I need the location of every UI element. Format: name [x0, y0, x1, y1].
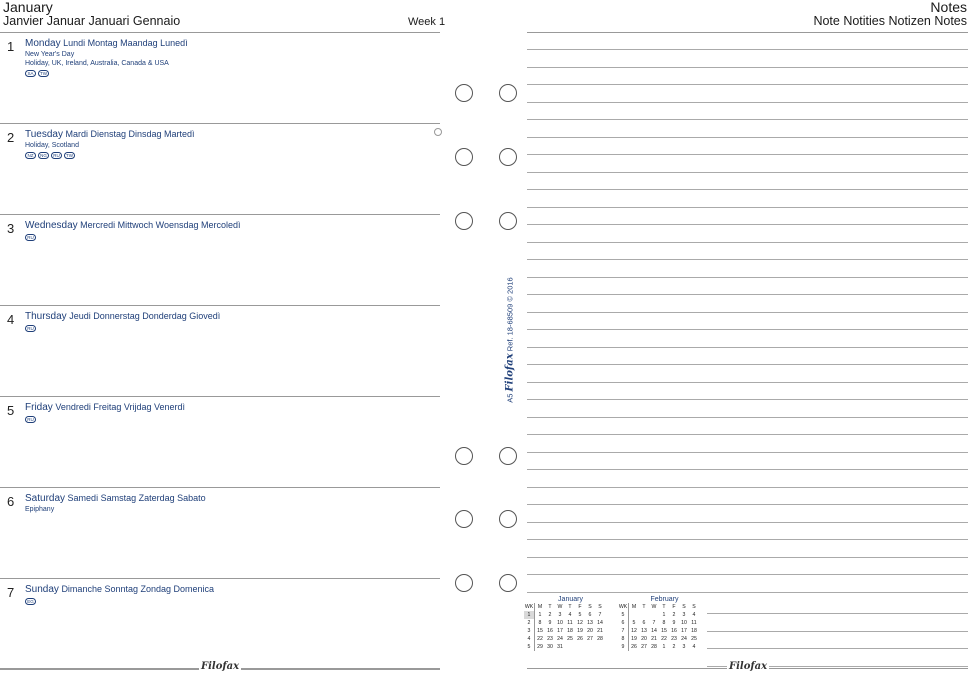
day-name: [25, 402, 185, 413]
notes-line[interactable]: [527, 399, 968, 400]
mini-calendar-header: T: [642, 604, 646, 610]
mini-calendar-title: February: [650, 596, 679, 603]
notes-line[interactable]: [527, 347, 968, 348]
mini-calendar-header: S: [588, 604, 592, 610]
day-name-translations: Samedi Samstag Zaterdag Sabato: [67, 493, 206, 503]
mini-calendar-day: 2: [672, 612, 676, 618]
country-badges: [25, 152, 75, 159]
day-name: [25, 584, 214, 595]
mini-calendar-day: 28: [651, 644, 657, 650]
mini-calendar-day: 25: [567, 636, 573, 642]
holiday-text: Holiday, Scotland: [25, 142, 79, 149]
mini-calendar-day: 14: [651, 628, 657, 634]
mini-calendar-day: 20: [641, 636, 647, 642]
mini-calendar-day: 14: [597, 620, 603, 626]
mini-calendar-day: [639, 611, 649, 619]
holiday-text: Epiphany: [25, 506, 55, 513]
day-number: 6: [7, 494, 15, 509]
mini-calendar-day: 3: [558, 612, 562, 618]
mini-calendar-header: M: [537, 604, 543, 610]
mini-calendar-january: [524, 596, 605, 651]
notes-line[interactable]: [707, 631, 968, 632]
mini-calendar-day: 4: [692, 644, 696, 650]
day-name-english: Monday: [25, 38, 61, 49]
day-name-english: Wednesday: [25, 220, 78, 231]
mini-calendar-header: W: [651, 604, 657, 610]
week-number: 7: [618, 627, 629, 635]
week-number: 2: [524, 619, 535, 627]
day-name: [25, 311, 220, 322]
mini-calendar-title: January: [558, 596, 583, 603]
country-badges: [25, 234, 36, 241]
moon-phase-icon: [434, 128, 442, 136]
notes-line[interactable]: [527, 382, 968, 383]
day-name-translations: Lundi Montag Maandag Lunedì: [63, 38, 188, 48]
week-number: 1: [524, 611, 535, 619]
mini-calendar-day: 19: [631, 636, 637, 642]
binder-hole-icon: [455, 148, 473, 166]
week-number: 9: [618, 643, 629, 651]
mini-calendar-day: [575, 643, 585, 651]
mini-calendar-day: 2: [672, 644, 676, 650]
country-badges: [25, 416, 36, 423]
mini-calendar-header: S: [692, 604, 696, 610]
mini-calendar-header: T: [548, 604, 552, 610]
country-badges: [25, 70, 49, 77]
country-badge: RU: [25, 325, 36, 332]
mini-calendar-day: 5: [632, 620, 636, 626]
mini-calendar-day: 18: [567, 628, 573, 634]
mini-calendar-day: 11: [567, 620, 573, 626]
day-number: 5: [7, 403, 15, 418]
binder-hole-icon: [499, 212, 517, 230]
mini-calendar-day: 1: [662, 612, 666, 618]
day-name-translations: Mercredi Mittwoch Woensdag Mercoledì: [80, 220, 241, 230]
country-badge: RU: [25, 234, 36, 241]
notes-line[interactable]: [527, 504, 968, 505]
mini-calendar-header: M: [631, 604, 637, 610]
notes-line[interactable]: [527, 452, 968, 453]
notes-line[interactable]: [707, 613, 968, 614]
mini-calendar-header: WK: [524, 604, 534, 610]
notes-line[interactable]: [527, 172, 968, 173]
notes-languages: Note Notities Notizen Notes: [813, 14, 967, 28]
week-label: Week 1: [408, 16, 446, 28]
mini-calendar-day: 19: [577, 628, 583, 634]
day-name: [25, 38, 188, 49]
holiday-text: Holiday, UK, Ireland, Australia, Canada & USA: [25, 60, 169, 67]
notes-line[interactable]: [527, 277, 968, 278]
country-badge: RU: [25, 416, 36, 423]
country-badge: NZ: [25, 152, 36, 159]
day-name-english: Friday: [25, 402, 53, 413]
notes-line[interactable]: [527, 154, 968, 155]
day-name-translations: Vendredi Freitag Vrijdag Venerdì: [55, 402, 186, 412]
binder-hole-icon: [499, 148, 517, 166]
mini-calendar-day: 12: [577, 620, 583, 626]
mini-calendar-day: 8: [662, 620, 666, 626]
notes-line[interactable]: [527, 312, 968, 313]
mini-calendar-day: 26: [631, 644, 637, 650]
notes-line[interactable]: [527, 102, 968, 103]
day-number: 2: [7, 130, 15, 145]
notes-line[interactable]: [527, 557, 968, 558]
day-name-english: Thursday: [25, 311, 67, 322]
day-entry[interactable]: [0, 488, 440, 579]
mini-calendar-day: 13: [587, 620, 593, 626]
mini-calendar-day: 5: [578, 612, 582, 618]
mini-calendar-day: 6: [588, 612, 592, 618]
notes-line[interactable]: [527, 259, 968, 260]
week-number: 4: [524, 635, 535, 643]
month-title: January: [3, 0, 53, 15]
mini-calendar-day: 6: [642, 620, 646, 626]
day-name: [25, 129, 195, 140]
country-badge: RU: [51, 152, 62, 159]
mini-calendar-day: [629, 611, 640, 619]
mini-calendar-header: WK: [618, 604, 628, 610]
day-name-english: Saturday: [25, 493, 66, 504]
day-name: [25, 493, 206, 504]
mini-calendar-day: [565, 643, 575, 651]
notes-line[interactable]: [707, 648, 968, 649]
mini-calendar-day: 17: [557, 628, 563, 634]
week-number: 8: [618, 635, 629, 643]
mini-calendar-day: 11: [691, 620, 697, 626]
country-badges: [25, 325, 36, 332]
notes-line[interactable]: [527, 539, 968, 540]
holiday-text: New Year's Day: [25, 51, 75, 58]
mini-calendar-day: 24: [557, 636, 563, 642]
spine-imprint: [505, 277, 516, 402]
notes-line[interactable]: [527, 67, 968, 68]
country-badge: TW: [66, 153, 73, 158]
mini-calendar-header: W: [557, 604, 563, 610]
notes-line[interactable]: [527, 294, 968, 295]
day-entry[interactable]: [0, 215, 440, 306]
week-number: 5: [618, 611, 629, 619]
mini-calendar-day: 3: [682, 644, 686, 650]
mini-calendar-day: 15: [537, 628, 543, 634]
mini-calendar-day: 16: [547, 628, 553, 634]
country-badge: NG: [38, 152, 49, 159]
day-number: 7: [7, 585, 15, 600]
day-name-translations: Jeudi Donnerstag Donderdag Giovedì: [69, 311, 221, 321]
week-number: 6: [618, 619, 629, 627]
week-number: 5: [524, 643, 535, 651]
mini-calendar-grid: [524, 603, 605, 651]
mini-calendar-day: 7: [598, 612, 602, 618]
notes-line[interactable]: [527, 189, 968, 190]
spine-size: A5: [505, 393, 515, 403]
notes-line[interactable]: [527, 522, 968, 523]
notes-line[interactable]: [527, 592, 968, 593]
mini-calendar-header: S: [598, 604, 602, 610]
spine-brand: Filofax: [504, 353, 516, 392]
day-name-translations: Mardi Dienstag Dinsdag Martedì: [65, 129, 195, 139]
binder-hole-icon: [455, 574, 473, 592]
mini-calendar-day: 23: [671, 636, 677, 642]
notes-line[interactable]: [527, 487, 968, 488]
filofax-logo-right: Filofax: [729, 661, 768, 672]
mini-calendar-day: 1: [538, 612, 542, 618]
mini-calendar-february: [618, 596, 699, 651]
notes-title: Notes: [930, 0, 967, 15]
mini-calendar-day: 23: [547, 636, 553, 642]
filofax-logo-left: Filofax: [201, 661, 240, 672]
mini-calendar-day: 22: [661, 636, 667, 642]
notes-line[interactable]: [527, 364, 968, 365]
mini-calendar-grid: [618, 603, 699, 651]
binder-hole-icon: [455, 84, 473, 102]
country-badges: [25, 598, 36, 605]
binder-hole-icon: [455, 510, 473, 528]
day-name-translations: Dimanche Sonntag Zondag Domenica: [61, 584, 215, 594]
notes-line[interactable]: [527, 224, 968, 225]
mini-calendar-day: [649, 611, 659, 619]
binder-hole-icon: [499, 510, 517, 528]
mini-calendar-header: S: [682, 604, 686, 610]
day-number: 1: [7, 39, 15, 54]
mini-calendar-day: 28: [597, 636, 603, 642]
notes-line[interactable]: [527, 242, 968, 243]
day-name-english: Sunday: [25, 584, 59, 595]
day-entry[interactable]: [0, 306, 440, 397]
notes-line[interactable]: [527, 49, 968, 50]
mini-calendar-day: 8: [538, 620, 542, 626]
mini-calendar-day: 15: [661, 628, 667, 634]
mini-calendar-day: 24: [681, 636, 687, 642]
mini-calendar-day: 29: [537, 644, 543, 650]
mini-calendar-day: 31: [557, 644, 563, 650]
mini-calendar-header: T: [568, 604, 572, 610]
day-entry[interactable]: [0, 33, 440, 124]
day-entry[interactable]: [0, 397, 440, 488]
day-entry[interactable]: [0, 124, 440, 215]
notes-line[interactable]: [527, 84, 968, 85]
mini-calendar-day: [585, 643, 595, 651]
mini-calendar-day: 30: [547, 644, 553, 650]
day-entry[interactable]: [0, 579, 440, 670]
mini-calendar-day: 25: [691, 636, 697, 642]
mini-calendar-day: 1: [662, 644, 666, 650]
notes-line[interactable]: [527, 574, 968, 575]
notes-line[interactable]: [527, 119, 968, 120]
mini-calendar-day: 20: [587, 628, 593, 634]
country-badge: EG: [25, 598, 36, 605]
binder-hole-icon: [455, 212, 473, 230]
mini-calendar-day: 21: [597, 628, 603, 634]
notes-line[interactable]: [527, 469, 968, 470]
mini-calendar-day: 27: [587, 636, 593, 642]
mini-calendar-day: 3: [682, 612, 686, 618]
mini-calendar-day: 12: [631, 628, 637, 634]
day-name: [25, 220, 241, 231]
mini-calendar-day: 22: [537, 636, 543, 642]
month-languages: Janvier Januar Januari Gennaio: [3, 14, 181, 28]
mini-calendar-day: 21: [651, 636, 657, 642]
mini-calendar-day: 26: [577, 636, 583, 642]
binder-hole-icon: [499, 447, 517, 465]
day-number: 3: [7, 221, 15, 236]
notes-line[interactable]: [527, 417, 968, 418]
mini-calendar-day: 27: [641, 644, 647, 650]
week-number: 3: [524, 627, 535, 635]
mini-calendar-day: [595, 643, 605, 651]
mini-calendar-day: 9: [548, 620, 552, 626]
mini-calendar-header: F: [578, 604, 582, 610]
spine-ref: Ref. 18-68509: [505, 303, 515, 352]
mini-calendar-day: 4: [692, 612, 696, 618]
mini-calendar-day: 4: [568, 612, 572, 618]
mini-calendar-day: 7: [652, 620, 656, 626]
mini-calendar-day: 10: [557, 620, 563, 626]
country-badge: SA: [25, 70, 36, 77]
notes-header-divider: [527, 32, 968, 33]
notes-line[interactable]: [527, 207, 968, 208]
mini-calendar-day: 18: [691, 628, 697, 634]
day-name-english: Tuesday: [25, 129, 63, 140]
day-number: 4: [7, 312, 15, 327]
notes-line[interactable]: [527, 137, 968, 138]
notes-line[interactable]: [527, 329, 968, 330]
mini-calendar-day: 10: [681, 620, 687, 626]
country-badge: TW: [40, 71, 47, 76]
mini-calendar-day: 13: [641, 628, 647, 634]
mini-calendar-day: 16: [671, 628, 677, 634]
mini-calendar-day: 17: [681, 628, 687, 634]
binder-hole-icon: [499, 574, 517, 592]
mini-calendar-day: 9: [672, 620, 676, 626]
binder-hole-icon: [455, 447, 473, 465]
mini-calendar-header: F: [672, 604, 676, 610]
mini-calendar-header: T: [662, 604, 666, 610]
notes-line[interactable]: [527, 434, 968, 435]
binder-hole-icon: [499, 84, 517, 102]
spine-copyright: © 2016: [505, 277, 515, 302]
mini-calendar-day: 2: [548, 612, 552, 618]
